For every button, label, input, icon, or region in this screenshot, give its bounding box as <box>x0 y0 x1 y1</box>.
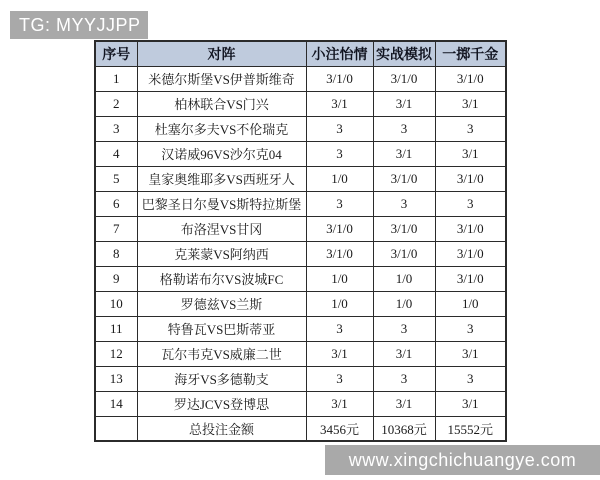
table-row <box>95 166 506 191</box>
column-header-2: 小注怡情 <box>306 41 373 66</box>
seq-cell: 7 <box>95 216 137 241</box>
value-cell: 3 <box>306 141 373 166</box>
value-cell: 1/0 <box>306 266 373 291</box>
value-cell: 3/1/0 <box>306 241 373 266</box>
value-cell: 3456元 <box>306 416 373 441</box>
value-cell: 3/1 <box>435 91 506 116</box>
value-cell: 3 <box>306 316 373 341</box>
value-cell: 3/1/0 <box>435 166 506 191</box>
seq-cell: 1 <box>95 66 137 91</box>
match-cell: 柏林联合VS门兴 <box>137 91 306 116</box>
seq-cell: 9 <box>95 266 137 291</box>
value-cell: 3/1/0 <box>373 241 435 266</box>
seq-cell: 11 <box>95 316 137 341</box>
value-cell: 1/0 <box>306 166 373 191</box>
value-cell: 3 <box>435 116 506 141</box>
seq-cell: 5 <box>95 166 137 191</box>
table-row <box>95 391 506 416</box>
table-row <box>95 341 506 366</box>
value-cell: 3/1/0 <box>373 216 435 241</box>
seq-cell: 2 <box>95 91 137 116</box>
value-cell: 3/1/0 <box>306 216 373 241</box>
table-row <box>95 216 506 241</box>
match-cell: 皇家奥维耶多VS西班牙人 <box>137 166 306 191</box>
table-row <box>95 91 506 116</box>
match-cell: 布洛涅VS甘冈 <box>137 216 306 241</box>
value-cell: 3/1 <box>306 391 373 416</box>
value-cell: 3 <box>435 366 506 391</box>
watermark-url: www.xingchichuangye.com <box>325 445 600 475</box>
value-cell: 10368元 <box>373 416 435 441</box>
value-cell: 3/1/0 <box>435 241 506 266</box>
value-cell: 3/1/0 <box>435 216 506 241</box>
table-row <box>95 241 506 266</box>
table-body <box>95 66 506 441</box>
value-cell: 3 <box>373 191 435 216</box>
match-cell: 杜塞尔多夫VS不伦瑞克 <box>137 116 306 141</box>
value-cell: 3/1 <box>373 391 435 416</box>
betting-picks-table <box>94 40 507 442</box>
table-row <box>95 191 506 216</box>
table-header-row <box>95 41 506 66</box>
value-cell: 1/0 <box>306 291 373 316</box>
match-cell: 汉诺威96VS沙尔克04 <box>137 141 306 166</box>
value-cell: 3/1 <box>373 341 435 366</box>
value-cell: 3/1 <box>306 91 373 116</box>
seq-cell: 3 <box>95 116 137 141</box>
value-cell: 3 <box>373 316 435 341</box>
value-cell: 3 <box>373 366 435 391</box>
match-cell: 瓦尔韦克VS威廉二世 <box>137 341 306 366</box>
value-cell: 3/1 <box>306 341 373 366</box>
value-cell: 3 <box>435 191 506 216</box>
value-cell: 3 <box>306 116 373 141</box>
seq-cell: 12 <box>95 341 137 366</box>
seq-cell: 13 <box>95 366 137 391</box>
table-row <box>95 316 506 341</box>
seq-cell: 10 <box>95 291 137 316</box>
column-header-3: 实战模拟 <box>373 41 435 66</box>
table-row <box>95 66 506 91</box>
value-cell: 1/0 <box>435 291 506 316</box>
table-row <box>95 291 506 316</box>
value-cell: 3/1/0 <box>306 66 373 91</box>
seq-cell: 14 <box>95 391 137 416</box>
value-cell: 3 <box>306 191 373 216</box>
tg-channel-badge: TG: MYYJJPP <box>10 11 148 39</box>
column-header-0: 序号 <box>95 41 137 66</box>
value-cell: 3 <box>306 366 373 391</box>
table-row <box>95 141 506 166</box>
value-cell: 3/1 <box>373 91 435 116</box>
match-cell: 总投注金额 <box>137 416 306 441</box>
value-cell: 1/0 <box>373 291 435 316</box>
match-cell: 特鲁瓦VS巴斯蒂亚 <box>137 316 306 341</box>
match-cell: 巴黎圣日尔曼VS斯特拉斯堡 <box>137 191 306 216</box>
match-cell: 罗达JCVS登博思 <box>137 391 306 416</box>
value-cell: 1/0 <box>373 266 435 291</box>
match-cell: 海牙VS多德勒支 <box>137 366 306 391</box>
value-cell: 3/1 <box>373 141 435 166</box>
value-cell: 3/1/0 <box>435 266 506 291</box>
table-row <box>95 116 506 141</box>
value-cell: 3/1/0 <box>435 66 506 91</box>
seq-cell: 4 <box>95 141 137 166</box>
seq-cell: 6 <box>95 191 137 216</box>
match-cell: 格勒诺布尔VS波城FC <box>137 266 306 291</box>
match-cell: 克莱蒙VS阿纳西 <box>137 241 306 266</box>
table-row <box>95 266 506 291</box>
column-header-4: 一掷千金 <box>435 41 506 66</box>
match-cell: 米德尔斯堡VS伊普斯维奇 <box>137 66 306 91</box>
value-cell: 3/1/0 <box>373 166 435 191</box>
value-cell: 3 <box>373 116 435 141</box>
value-cell: 3/1 <box>435 141 506 166</box>
seq-cell <box>95 416 137 441</box>
total-row <box>95 416 506 441</box>
value-cell: 3/1/0 <box>373 66 435 91</box>
table-row <box>95 366 506 391</box>
column-header-1: 对阵 <box>137 41 306 66</box>
value-cell: 3/1 <box>435 341 506 366</box>
value-cell: 3/1 <box>435 391 506 416</box>
value-cell: 3 <box>435 316 506 341</box>
seq-cell: 8 <box>95 241 137 266</box>
match-cell: 罗德兹VS兰斯 <box>137 291 306 316</box>
value-cell: 15552元 <box>435 416 506 441</box>
